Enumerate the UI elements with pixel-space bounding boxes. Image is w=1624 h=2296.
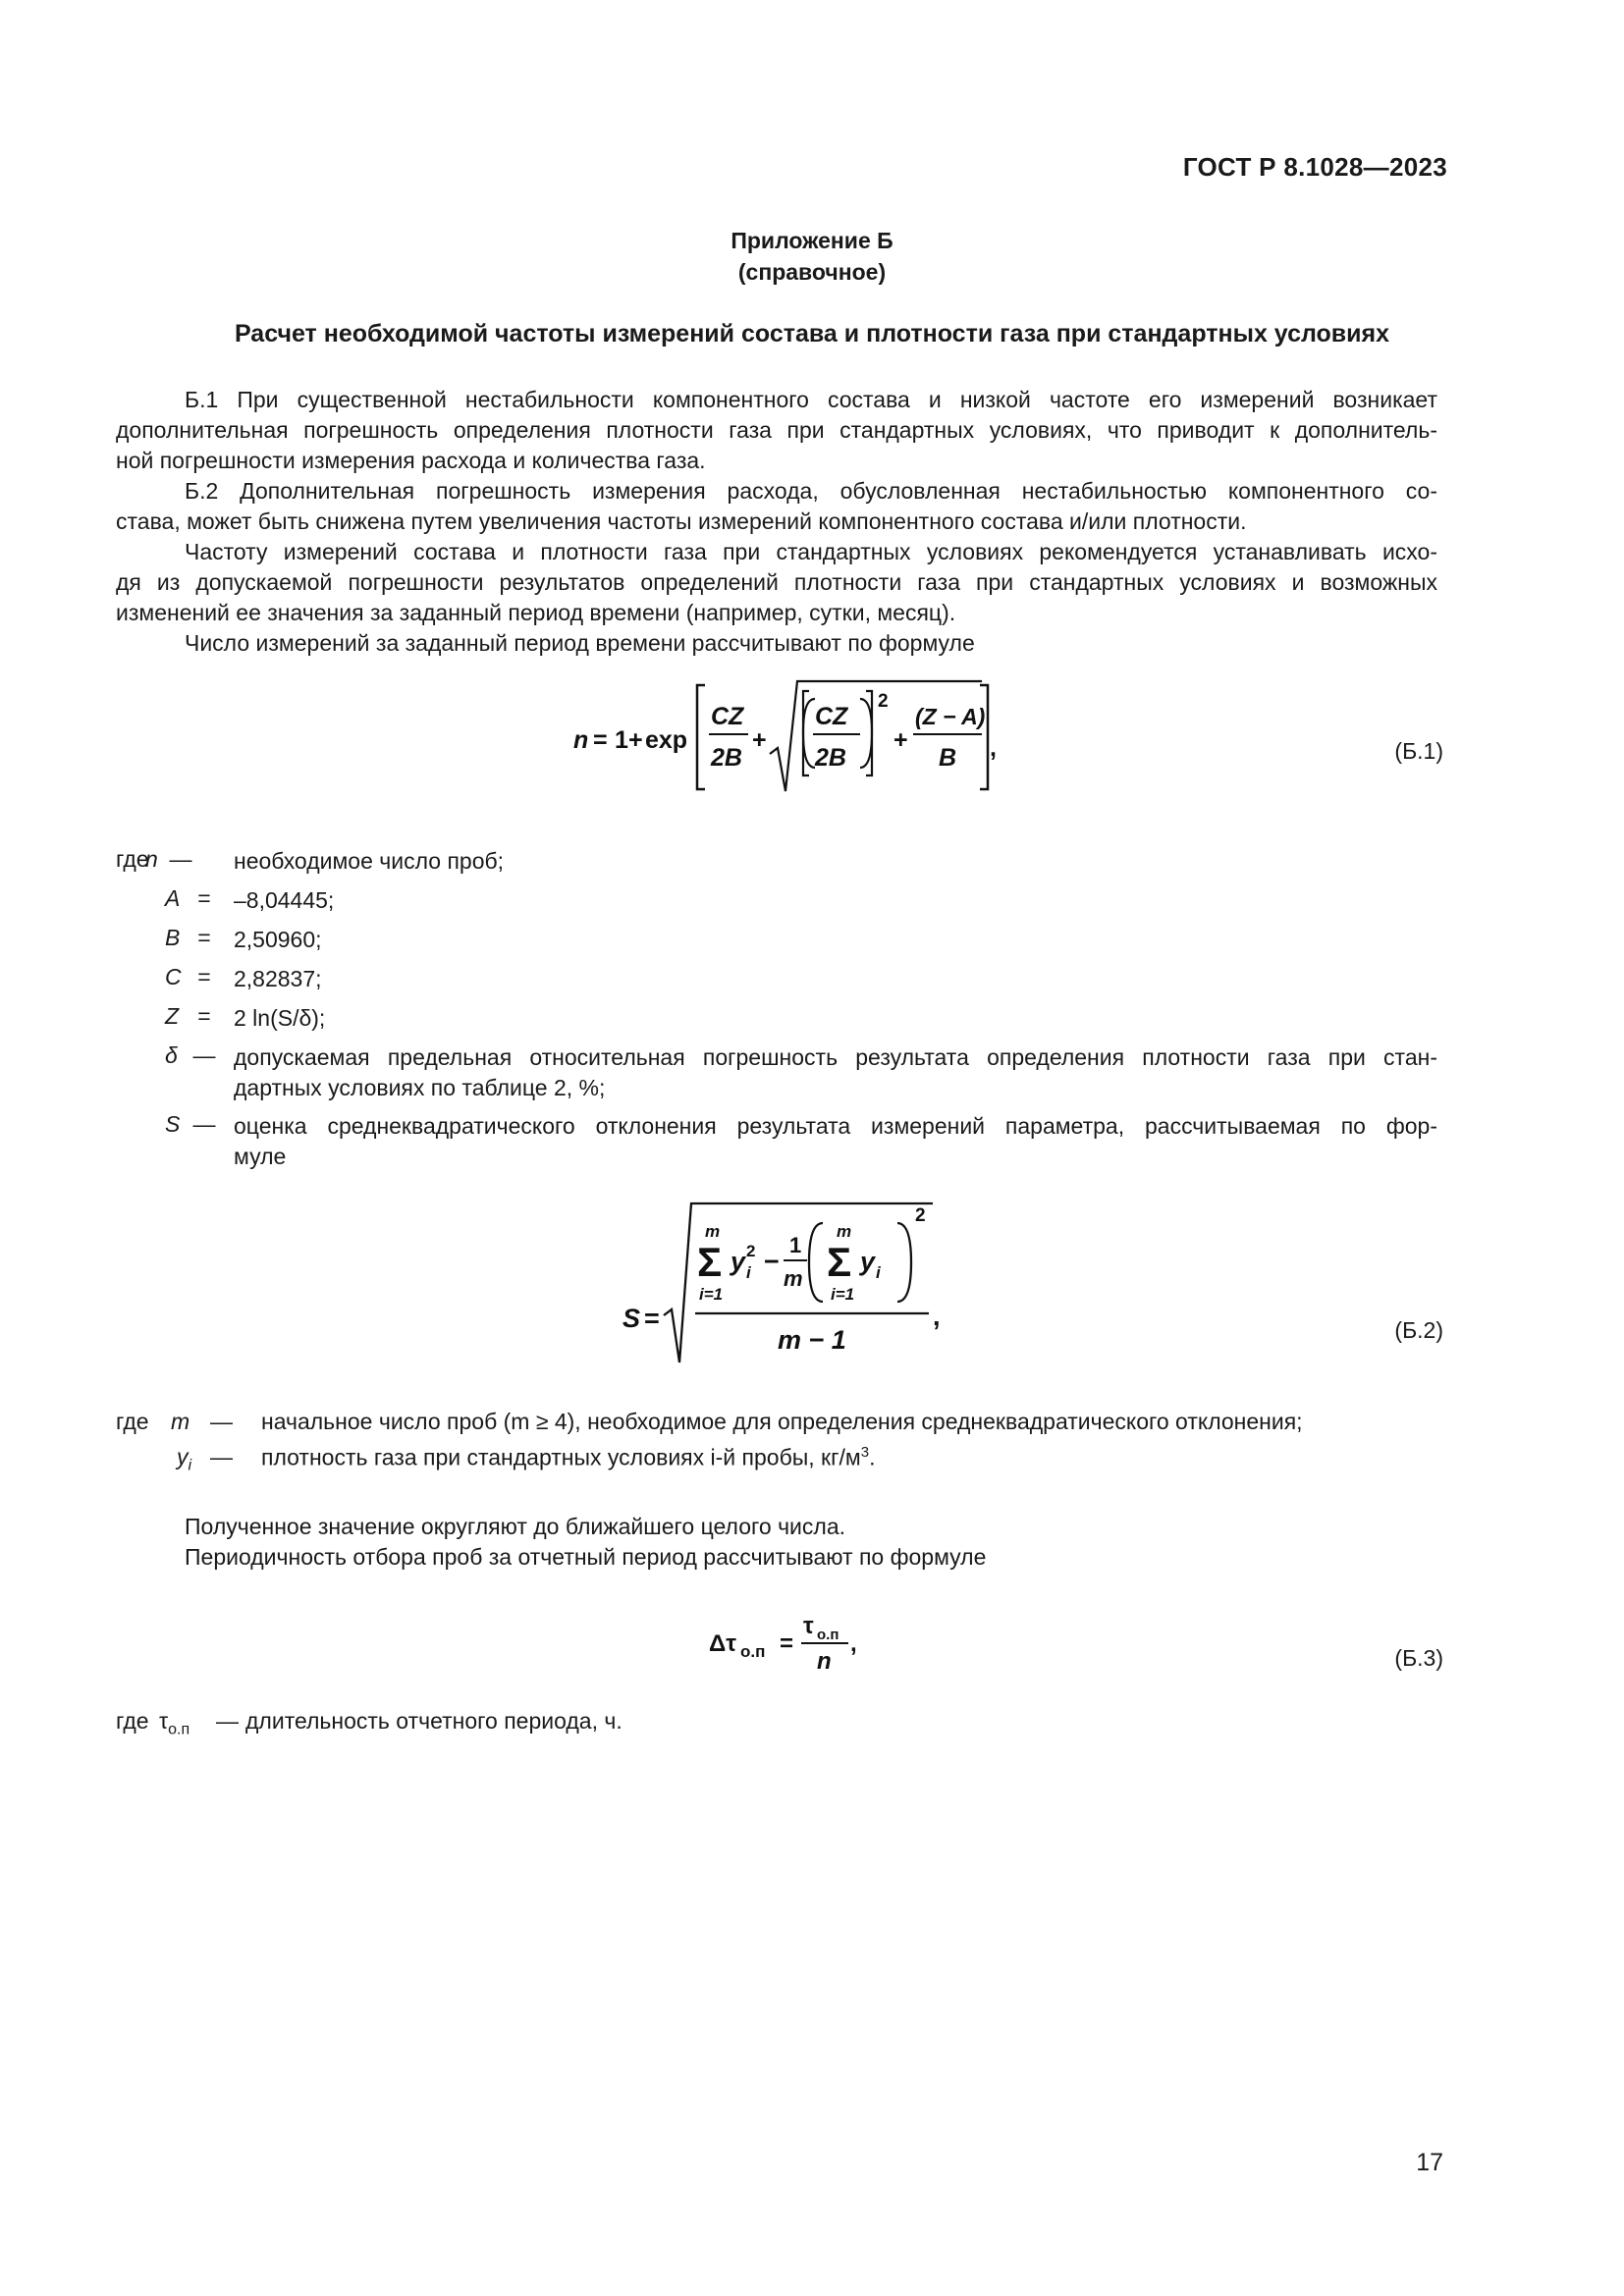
var-symbol: δ — [165, 1042, 178, 1068]
var-separator: — — [216, 1708, 239, 1734]
where-label: где — [116, 1409, 149, 1434]
var-symbol: S — [165, 1111, 181, 1137]
formula-subscript: о.п — [740, 1642, 766, 1661]
variable-list-b1 — [116, 846, 1437, 1180]
formula-delta-tau: Δτ — [709, 1630, 736, 1657]
formula-upper-limit: m — [837, 1222, 852, 1241]
var-description: необходимое число проб; — [234, 848, 505, 874]
formula-var-s: S — [623, 1304, 641, 1333]
formula-one: 1 — [615, 726, 628, 754]
var-description: 2,50960; — [234, 927, 322, 952]
section-title: Расчет необходимой частоты измерений состава и плотности газа при стандартных условиях — [234, 320, 1390, 347]
formula-cz: CZ — [815, 703, 848, 730]
var-description: 2 ln(S/δ); — [234, 1005, 326, 1031]
var-separator: = — [197, 1003, 211, 1029]
var-separator: — — [192, 1042, 216, 1068]
var-description: длительность отчетного периода, ч. — [245, 1708, 623, 1734]
var-symbol: Z — [165, 1003, 180, 1029]
formula-sub-i: i — [876, 1263, 881, 1282]
formula-z-minus-a: (Z − A) — [915, 704, 986, 729]
formula-m: m — [784, 1266, 803, 1291]
text-line: дя из допускаемой погрешности результатов определений плотности газа при стандартных условиях и возможных — [116, 569, 1437, 595]
formula-tau: τ — [803, 1613, 814, 1639]
periodicity-text — [116, 1512, 1437, 1573]
paragraph-frequency — [116, 537, 1437, 628]
text-line: Число измерений за заданный период времени рассчитывают по формуле — [185, 630, 975, 656]
var-symbol: τ — [159, 1708, 169, 1734]
formula-one: 1 — [789, 1233, 802, 1257]
text-line: става, может быть снижена путем увеличения частоты измерений компонентного состава и/или плотности. — [116, 508, 1247, 534]
appendix-title: Приложение Б — [731, 228, 893, 253]
formula-plus: + — [893, 726, 908, 754]
paragraph-formula-intro — [116, 628, 1437, 659]
text-line: допускаемая предельная относительная погрешность результата определения плотности газа при стан- — [234, 1044, 1437, 1070]
variable-list-b3 — [116, 1708, 1437, 1747]
text-line: Б.1 При существенной нестабильности компонентного состава и низкой частоте его измерений возникает — [185, 387, 1437, 412]
appendix-subtitle: (справочное) — [737, 259, 887, 285]
standard-designation: ГОСТ Р 8.1028—2023 — [1182, 152, 1447, 182]
formula-equals: = — [644, 1304, 660, 1333]
formula-bracket-right — [980, 685, 988, 789]
formula-exp: exp — [645, 726, 688, 754]
where-label: где — [116, 1708, 149, 1734]
formula-comma: , — [933, 1302, 941, 1331]
formula-subscript: о.п — [817, 1627, 839, 1643]
formula-comma: , — [990, 734, 997, 762]
var-separator: — — [169, 846, 192, 872]
equation-number-b3: (Б.3) — [1394, 1645, 1443, 1671]
var-separator: = — [197, 925, 211, 950]
text-line: дартных условиях по таблице 2, %; — [234, 1075, 606, 1100]
formula-denominator: m − 1 — [778, 1325, 846, 1355]
text-line: ной погрешности измерения расхода и количества газа. — [116, 448, 706, 473]
formula-square: 2 — [746, 1242, 756, 1260]
formula-b2 — [609, 1198, 962, 1368]
formula-plus: + — [628, 726, 643, 754]
var-separator: = — [197, 885, 211, 911]
var-description — [234, 1042, 1437, 1103]
var-symbol: C — [165, 964, 182, 989]
text-line: Полученное значение округляют до ближайшего целого числа. — [185, 1514, 845, 1539]
var-separator: — — [210, 1409, 233, 1434]
var-symbol: B — [165, 925, 181, 950]
text-line: изменений ее значения за заданный период времени (например, сутки, месяц). — [116, 600, 956, 625]
formula-equals: = — [593, 726, 608, 754]
var-subscript: i — [188, 1457, 192, 1474]
formula-b: B — [939, 744, 957, 772]
formula-square: 2 — [915, 1205, 926, 1226]
where-label: где — [116, 846, 149, 872]
paragraph-b2 — [116, 476, 1437, 537]
text-line: Б.2 Дополнительная погрешность измерения расхода, обусловленная нестабильностью компонентного со- — [185, 478, 1437, 504]
text-line: дополнительная погрешность определения плотности газа при стандартных условиях, что приводит к дополнитель- — [116, 417, 1437, 443]
formula-lower-limit: i=1 — [699, 1285, 724, 1304]
variable-list-b2 — [116, 1409, 1437, 1487]
equation-number-b2: (Б.2) — [1394, 1317, 1443, 1343]
var-separator: — — [192, 1111, 216, 1137]
formula-sqrt — [770, 681, 982, 791]
formula-minus: − — [764, 1247, 780, 1276]
formula-sum: Σ — [697, 1239, 723, 1285]
formula-bracket-left — [697, 685, 705, 789]
var-description: –8,04445; — [234, 887, 335, 913]
formula-comma: , — [850, 1630, 857, 1657]
var-description-text: плотность газа при стандартных условиях i-й пробы, кг/м — [261, 1444, 861, 1470]
formula-lower-limit: i=1 — [831, 1285, 855, 1304]
equation-number-b1: (Б.1) — [1394, 738, 1443, 764]
var-symbol: A — [165, 885, 181, 911]
var-separator: — — [210, 1444, 233, 1469]
var-subscript: о.п — [168, 1721, 190, 1738]
var-description: 2,82837; — [234, 966, 322, 991]
text-line: муле — [234, 1144, 287, 1169]
var-description — [261, 1444, 875, 1471]
formula-sum: Σ — [827, 1239, 852, 1285]
formula-sub-i: i — [746, 1263, 751, 1282]
text-line: Периодичность отбора проб за отчетный период рассчитывают по формуле — [185, 1544, 987, 1570]
unit-exponent: 3 — [860, 1444, 870, 1461]
text-line: Частоту измерений состава и плотности газа при стандартных условиях рекомендуется устанавливать исхо- — [185, 539, 1437, 564]
paragraph-b1 — [116, 385, 1437, 476]
intro-text — [116, 385, 1437, 659]
formula-b3 — [705, 1606, 872, 1677]
var-description — [234, 1111, 1437, 1172]
var-description: начальное число проб (m ≥ 4), необходимое для определения среднеквадратического отклонения; — [261, 1409, 1303, 1434]
var-description-end: . — [869, 1444, 876, 1470]
formula-2b: 2B — [711, 744, 742, 772]
formula-plus: + — [752, 726, 767, 754]
text-line: оценка среднеквадратического отклонения результата измерений параметра, рассчитываемая по фор- — [234, 1113, 1437, 1139]
formula-var-n: n — [573, 726, 589, 754]
formula-y: y — [860, 1247, 876, 1276]
var-separator: = — [197, 964, 211, 989]
formula-2b: 2B — [815, 744, 846, 772]
var-symbol: m — [171, 1409, 190, 1434]
formula-equals: = — [780, 1630, 794, 1657]
var-symbol: y — [177, 1444, 189, 1469]
formula-power: 2 — [878, 691, 889, 712]
formula-b1 — [550, 677, 1011, 799]
formula-upper-limit: m — [705, 1222, 721, 1241]
formula-n: n — [817, 1648, 832, 1675]
page-number: 17 — [1416, 2149, 1443, 2176]
formula-cz: CZ — [711, 703, 744, 730]
formula-y: y — [731, 1247, 746, 1276]
var-symbol: n — [145, 846, 158, 872]
